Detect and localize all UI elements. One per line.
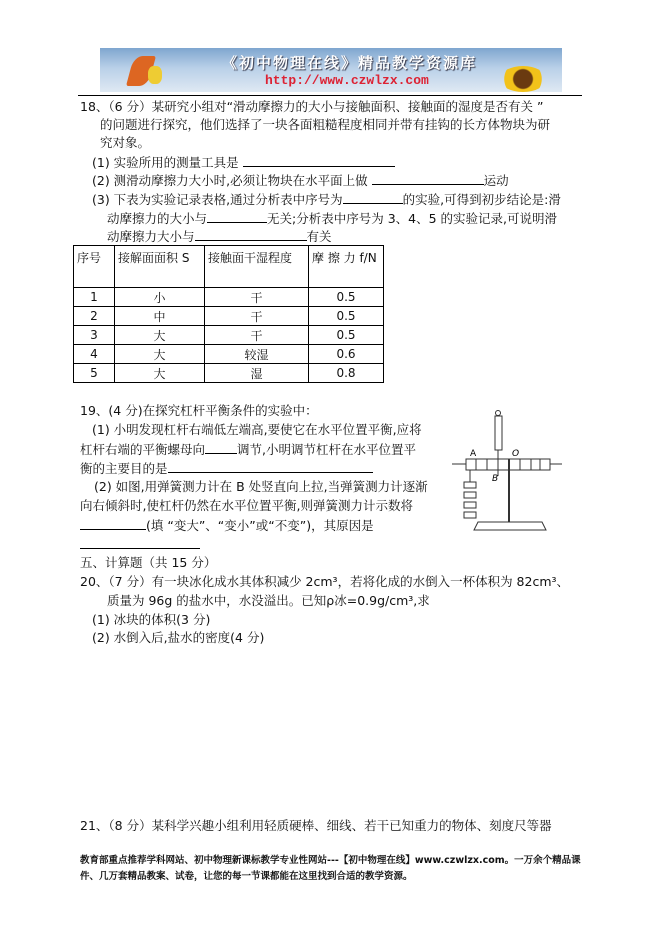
table-row <box>74 326 384 345</box>
q18-part1 <box>92 154 395 171</box>
section-5-heading: 五、计算题（共 15 分） <box>80 555 217 570</box>
table-row <box>74 364 384 383</box>
q20-line2: 质量为 96g 的盐水中，水没溢出。已知ρ冰=0.9g/cm³,求 <box>107 593 430 608</box>
table-cell: 4 <box>74 345 115 364</box>
table-cell: 干 <box>205 288 309 307</box>
q18-part3-text-d: 无关;分析表中序号为 3、4、5 的实验记录,可说明滑 <box>267 211 558 226</box>
q18-part2 <box>92 172 509 189</box>
table-header: 摩 擦 力 f/N <box>309 246 384 288</box>
q21-line1: 21、（8 分）某科学兴趣小组利用轻质硬棒、细线、若干已知重力的物体、刻度尺等器 <box>80 818 552 833</box>
banner-title: 《初中物理在线》精品教学资源库 <box>222 54 478 72</box>
table-row <box>74 307 384 326</box>
q18-part2-text: (2) 测滑动摩擦力大小时,必须让物块在水平面上做 <box>92 173 368 188</box>
q19-line4 <box>80 460 373 477</box>
q18-part3 <box>92 191 561 208</box>
answer-blank[interactable] <box>168 460 373 473</box>
q18-part3-line2 <box>107 210 557 227</box>
table-cell: 湿 <box>205 364 309 383</box>
table-header: 序号 <box>74 246 115 288</box>
table-cell: 中 <box>115 307 205 326</box>
q20-part1: (1) 冰块的体积(3 分) <box>92 612 211 627</box>
q19-text: 衡的主要目的是 <box>80 461 168 476</box>
table-cell: 干 <box>205 307 309 326</box>
q19-line2: (1) 小明发现杠杆右端低左端高,要使它在水平位置平衡,应将 <box>92 422 422 437</box>
spring-scale-icon <box>495 416 502 450</box>
q19-line8 <box>80 536 200 553</box>
banner-url: http://www.czwlzx.com <box>265 73 429 88</box>
answer-blank[interactable] <box>195 228 307 241</box>
q19-line3 <box>80 441 416 458</box>
table-row <box>74 288 384 307</box>
header-rule <box>78 95 582 96</box>
table-cell: 5 <box>74 364 115 383</box>
q18-line2: 的问题进行探究，他们选择了一块各面粗糙程度相同并带有挂钩的长方体物块为研 <box>100 117 551 132</box>
q18-part3-text-c: 动摩擦力的大小与 <box>107 211 208 226</box>
q19-text: 调节,小明调节杠杆在水平位置平 <box>237 442 416 457</box>
q18-part3-text-b: 的实验,可得到初步结论是:滑 <box>402 192 561 207</box>
answer-blank[interactable] <box>207 210 267 223</box>
table-cell: 大 <box>115 364 205 383</box>
footer-line1: 教育部重点推荐学科网站、初中物理新课标教学专业性网站---【初中物理在线】www.czwlzx.com。一万余个精品课 <box>80 855 581 866</box>
q18-line3: 究对象。 <box>100 135 151 150</box>
table-cell: 2 <box>74 307 115 326</box>
table-cell: 大 <box>115 326 205 345</box>
q18-part3-text-f: 有关 <box>306 229 332 244</box>
footer-line2: 件、几万套精品教案、试卷，让您的每一节课都能在这里找到合适的教学资源。 <box>80 871 413 882</box>
answer-blank[interactable] <box>243 154 395 167</box>
q18-part1-text: (1) 实验所用的测量工具是 <box>92 155 239 170</box>
answer-blank[interactable] <box>80 536 200 549</box>
label-o: O <box>512 449 520 459</box>
table-row <box>74 345 384 364</box>
q18-part3-text-e: 动摩擦力大小与 <box>107 229 195 244</box>
experiment-table <box>73 245 384 383</box>
q19-text: 杠杆右端的平衡螺母向 <box>80 442 206 457</box>
table-cell: 0.6 <box>309 345 384 364</box>
table-header: 接触面干湿程度 <box>205 246 309 288</box>
q20-part2: (2) 水倒入后,盐水的密度(4 分) <box>92 630 265 645</box>
table-cell: 大 <box>115 345 205 364</box>
table-cell: 0.5 <box>309 326 384 345</box>
answer-blank[interactable] <box>205 441 237 454</box>
answer-blank[interactable] <box>372 172 484 185</box>
answer-blank[interactable] <box>343 191 403 204</box>
answer-blank[interactable] <box>80 517 146 530</box>
table-cell: 0.5 <box>309 288 384 307</box>
q19-line7 <box>80 517 374 534</box>
q18-part3-text: (3) 下表为实验记录表格,通过分析表中序号为 <box>92 192 343 207</box>
q19-line1: 19、(4 分)在探究杠杆平衡条件的实验中： <box>80 403 318 418</box>
table-cell: 3 <box>74 326 115 345</box>
q20-line1: 20、（7 分）有一块冰化成水其体积减少 2cm³，若将化成的水倒入一杯体积为 82cm³、 <box>80 574 570 589</box>
q18-part3-line3 <box>107 228 332 245</box>
q19-line6: 向右倾斜时,使杠杆仍然在水平位置平衡,则弹簧测力计示数将 <box>80 498 413 513</box>
table-cell: 小 <box>115 288 205 307</box>
q18-part2-end: 运动 <box>483 173 509 188</box>
table-cell: 0.5 <box>309 307 384 326</box>
table-cell: 较湿 <box>205 345 309 364</box>
table-cell: 0.8 <box>309 364 384 383</box>
table-header-row <box>74 246 384 288</box>
table-cell: 1 <box>74 288 115 307</box>
table-cell: 干 <box>205 326 309 345</box>
q18-line1: 18、（6 分）某研究小组对“滑动摩擦力的大小与接触面积、接触面的湿度是否有关 ” <box>80 99 544 114</box>
logo-icon-secondary <box>148 66 162 84</box>
label-a: A <box>470 449 477 459</box>
site-banner <box>100 48 562 92</box>
q19-text: (填 “变大”、“变小”或“不变”)，其原因是 <box>146 518 374 533</box>
lever-diagram <box>448 408 574 533</box>
label-b: B <box>492 474 499 484</box>
sunflower-icon <box>500 66 546 92</box>
q19-line5: (2) 如图,用弹簧测力计在 B 处竖直向上拉,当弹簧测力计逐渐 <box>94 479 428 494</box>
table-header: 接解面面积 S <box>115 246 205 288</box>
